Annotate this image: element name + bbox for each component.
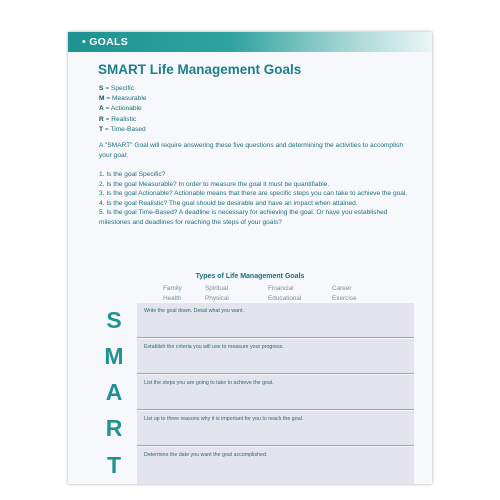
smart-row-time-based xyxy=(92,447,414,484)
question-list xyxy=(99,170,411,228)
realistic-writing-field[interactable] xyxy=(137,411,414,446)
smart-letter: R xyxy=(105,414,123,441)
acronym-item: T = Time-Based xyxy=(99,125,146,133)
goal-type: Health xyxy=(163,295,182,302)
goal-type: Career xyxy=(332,285,352,292)
smart-row-specific xyxy=(92,303,414,337)
actionable-writing-field[interactable] xyxy=(137,375,414,410)
measurable-writing-field[interactable] xyxy=(137,339,414,374)
question-item: 5. Is the goal Time-Based? A deadline is necessary for achieving the goal. Or have you established milestones and deadlines for reaching the steps of your goals? xyxy=(99,209,388,226)
smart-letter: T xyxy=(106,452,122,478)
smart-row-actionable xyxy=(92,375,414,409)
time-based-writing-field[interactable] xyxy=(137,447,414,484)
question-item: 4. Is the goal Realistic? The goal should be desirable and have an impact when attained. xyxy=(99,199,358,207)
field-prompt: List up to three reasons why it is important for you to reach the goal. xyxy=(144,416,304,422)
acronym-list xyxy=(99,84,146,135)
smart-letter: S xyxy=(106,306,122,333)
smart-row-realistic xyxy=(92,411,414,445)
smart-worksheet xyxy=(92,303,414,484)
goal-type: Spiritual xyxy=(205,285,229,292)
acronym-item: M = Measurable xyxy=(99,95,147,103)
field-prompt: List the steps you are going to take to achieve the goal. xyxy=(144,380,274,386)
field-prompt: Establish the criteria you will use to measure your progress. xyxy=(144,344,284,350)
question-item: 2. Is the goal Measurable? In order to measure the goal it must be quantifiable. xyxy=(99,180,330,188)
acronym-item: R = Realistic xyxy=(99,115,137,123)
page-title: SMART Life Management Goals xyxy=(98,62,302,77)
goal-type: Financial xyxy=(268,285,294,292)
smart-letter: M xyxy=(104,342,124,369)
question-item: 1. Is the goal Specific? xyxy=(99,171,166,178)
question-item: 3. Is the goal Actionable? Actionable means that there are specific steps you can take to achieve the goal. xyxy=(99,190,408,198)
section-header-band xyxy=(68,32,432,52)
planner-page xyxy=(68,32,432,484)
smart-letter: A xyxy=(105,378,123,405)
field-prompt: Determine the date you want the goal accomplished. xyxy=(144,452,268,458)
field-prompt: Write the goal down. Detail what you want. xyxy=(144,308,245,314)
acronym-item: A = Actionable xyxy=(99,105,142,113)
specific-writing-field[interactable] xyxy=(137,303,414,338)
goal-type: Physical xyxy=(205,295,229,302)
acronym-item: S = Specific xyxy=(99,85,135,92)
intro-paragraph: A "SMART" Goal will require answering these five questions and determining the activities to accomplish your goal: xyxy=(99,142,403,159)
goal-type: Educational xyxy=(268,295,302,302)
goal-types-title: Types of Life Management Goals xyxy=(195,273,305,280)
goal-types-grid xyxy=(163,284,393,303)
goal-type: Family xyxy=(163,285,182,292)
goal-type: Exercise xyxy=(332,295,357,302)
section-label: • GOALS xyxy=(82,36,129,48)
smart-row-measurable xyxy=(92,339,414,373)
